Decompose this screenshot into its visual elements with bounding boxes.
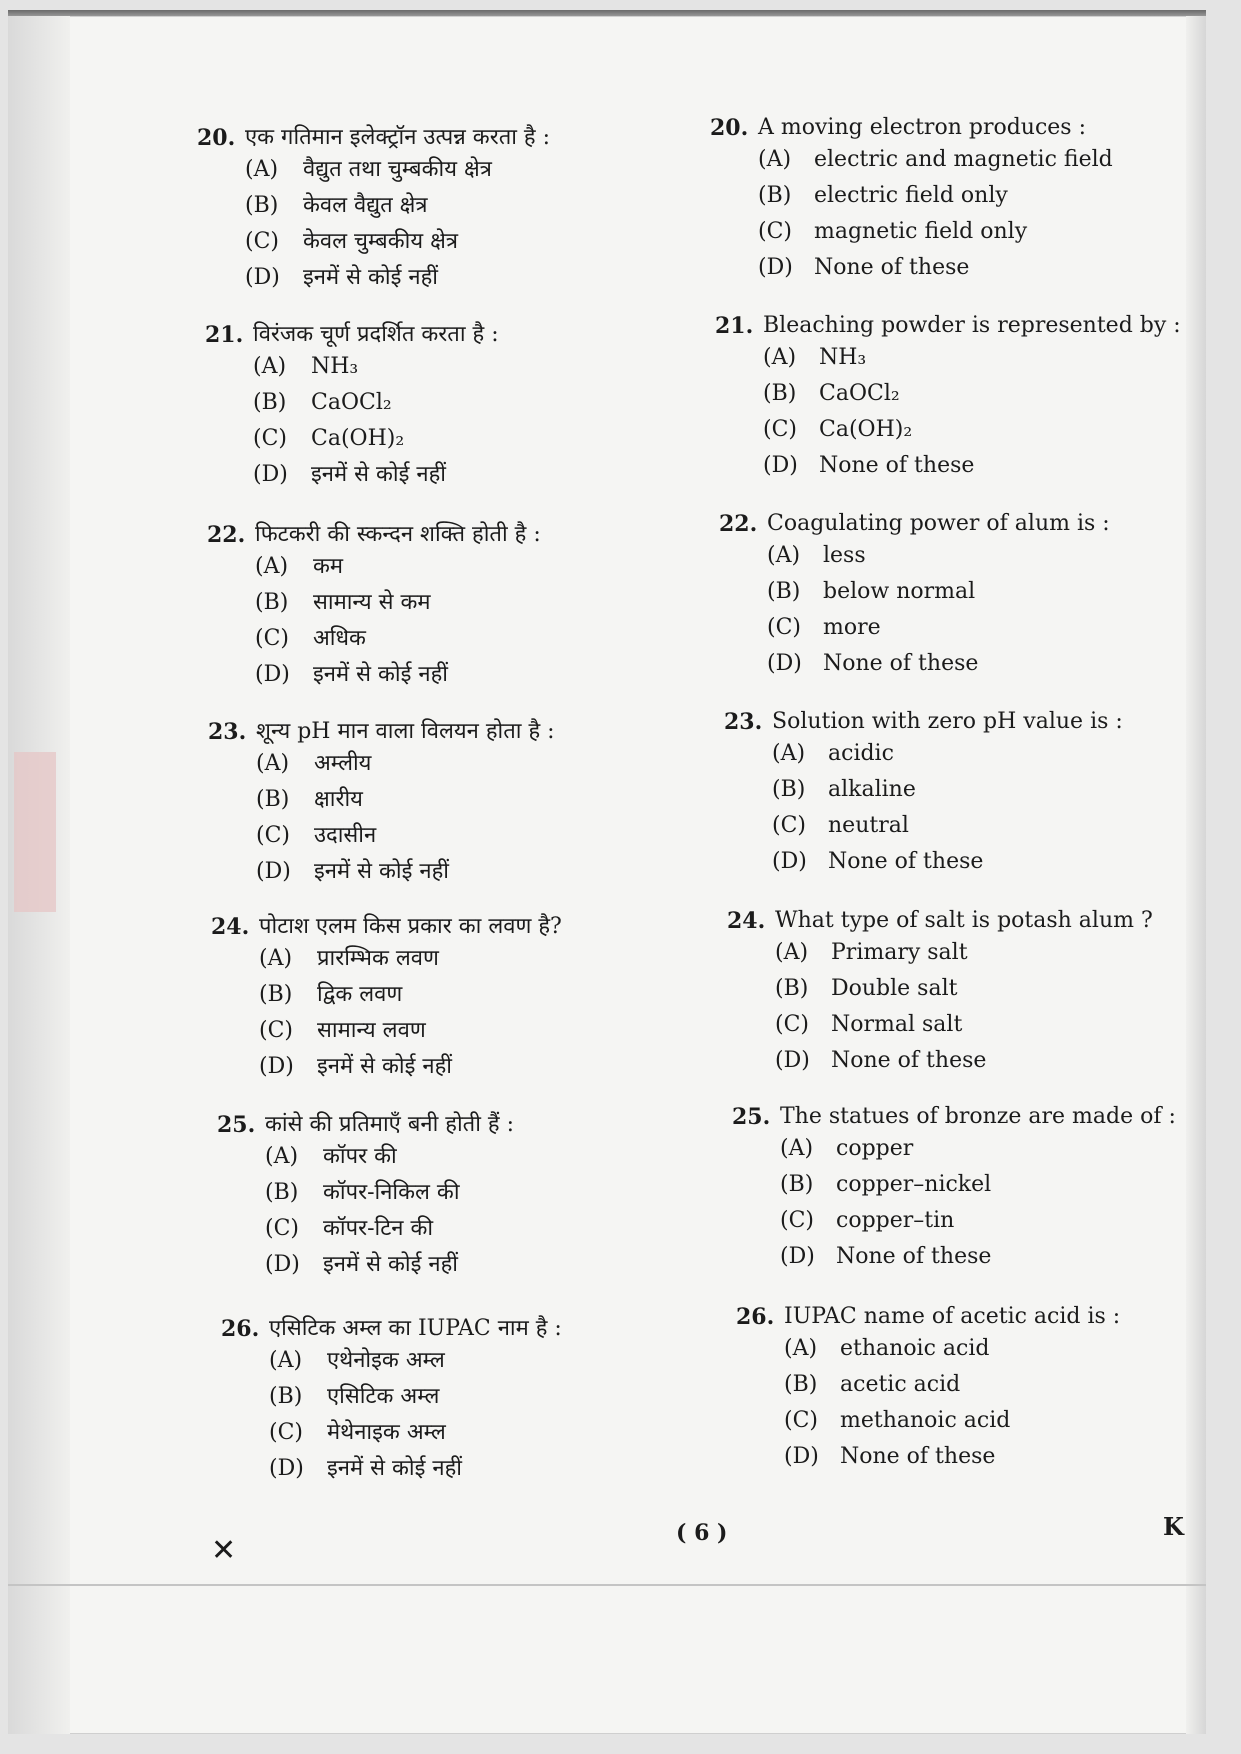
option-label: (B) [259, 982, 293, 1007]
question-text: The statues of bronze are made of : [780, 1104, 1176, 1129]
option-text: Ca(OH)₂ [819, 417, 913, 442]
option-text: एथेनोइक अम्ल [327, 1348, 445, 1373]
option-text: None of these [840, 1444, 996, 1469]
option-text: more [823, 615, 881, 640]
question-text: Coagulating power of alum is : [767, 511, 1110, 536]
option-label: (A) [256, 751, 290, 776]
option-label: (B) [256, 787, 290, 812]
question-text: कांसे की प्रतिमाएँ बनी होती हैं : [265, 1112, 514, 1137]
option-label: (A) [772, 741, 806, 766]
option-text: Primary salt [831, 940, 968, 965]
option-label: (D) [772, 849, 807, 874]
question-number: 23. [208, 719, 247, 745]
question-text: एक गतिमान इलेक्ट्रॉन उत्पन्न करता है : [245, 125, 551, 150]
option-text: CaOCl₂ [819, 381, 900, 406]
option-label: (D) [758, 255, 793, 280]
option-label: (C) [255, 626, 289, 651]
option-label: (B) [253, 390, 287, 415]
option-label: (C) [784, 1408, 818, 1433]
option-text: केवल वैद्युत क्षेत्र [303, 193, 428, 218]
question-text: विरंजक चूर्ण प्रदर्शित करता है : [253, 322, 499, 347]
page-right-edge [1186, 16, 1206, 1734]
option-label: (A) [269, 1348, 303, 1373]
page-bottom-edge [8, 1584, 1206, 1586]
option-label: (D) [780, 1244, 815, 1269]
option-label: (B) [245, 193, 279, 218]
option-label: (D) [763, 453, 798, 478]
option-label: (C) [259, 1018, 293, 1043]
option-text: copper–tin [836, 1208, 955, 1233]
option-label: (C) [256, 823, 290, 848]
option-label: (C) [269, 1420, 303, 1445]
question-number: 20. [197, 125, 236, 151]
option-label: (D) [256, 859, 291, 884]
option-label: (C) [775, 1012, 809, 1037]
option-label: (A) [245, 157, 279, 182]
option-label: (A) [780, 1136, 814, 1161]
question-text: शून्य pH मान वाला विलयन होता है : [256, 719, 555, 744]
question-text: A moving electron produces : [758, 115, 1086, 140]
option-label: (B) [775, 976, 809, 1001]
question-text: Bleaching powder is represented by : [763, 313, 1181, 338]
option-label: (C) [253, 426, 287, 451]
option-label: (B) [255, 590, 289, 615]
question-number: 24. [727, 908, 766, 934]
question-number: 23. [724, 709, 763, 735]
option-text: methanoic acid [840, 1408, 1011, 1433]
option-text: कॉपर-निकिल की [323, 1180, 460, 1205]
option-text: वैद्युत तथा चुम्बकीय क्षेत्र [303, 157, 492, 182]
question-number: 20. [710, 115, 749, 141]
option-label: (C) [772, 813, 806, 838]
question-text: Solution with zero pH value is : [772, 709, 1123, 734]
option-text: इनमें से कोई नहीं [327, 1456, 463, 1481]
option-text: सामान्य से कम [313, 590, 431, 615]
question-number: 24. [211, 914, 250, 940]
option-text: None of these [819, 453, 975, 478]
option-label: (B) [269, 1384, 303, 1409]
option-text: Double salt [831, 976, 958, 1001]
option-text: एसिटिक अम्ल [327, 1384, 440, 1409]
option-label: (B) [780, 1172, 814, 1197]
option-text: Normal salt [831, 1012, 963, 1037]
option-label: (D) [259, 1054, 294, 1079]
option-label: (C) [265, 1216, 299, 1241]
option-text: NH₃ [819, 345, 867, 370]
option-label: (B) [772, 777, 806, 802]
option-text: copper [836, 1136, 914, 1161]
option-label: (A) [784, 1336, 818, 1361]
option-text: इनमें से कोई नहीं [314, 859, 450, 884]
option-label: (A) [758, 147, 792, 172]
option-label: (A) [259, 946, 293, 971]
option-text: below normal [823, 579, 976, 604]
option-label: (D) [775, 1048, 810, 1073]
option-label: (A) [253, 354, 287, 379]
option-text: केवल चुम्बकीय क्षेत्र [303, 229, 458, 254]
option-text: acidic [828, 741, 894, 766]
question-text: एसिटिक अम्ल का IUPAC नाम है : [269, 1316, 562, 1341]
option-text: alkaline [828, 777, 916, 802]
option-text: अधिक [313, 626, 366, 651]
option-label: (B) [758, 183, 792, 208]
option-text: इनमें से कोई नहीं [303, 265, 439, 290]
option-label: (A) [775, 940, 809, 965]
option-text: None of these [828, 849, 984, 874]
option-label: (C) [245, 229, 279, 254]
option-label: (D) [269, 1456, 304, 1481]
option-text: कॉपर-टिन की [323, 1216, 434, 1241]
option-label: (C) [758, 219, 792, 244]
question-number: 25. [217, 1112, 256, 1138]
option-label: (D) [767, 651, 802, 676]
question-text: IUPAC name of acetic acid is : [784, 1304, 1121, 1329]
option-label: (D) [245, 265, 280, 290]
option-text: कॉपर की [323, 1144, 397, 1169]
option-label: (A) [763, 345, 797, 370]
option-label: (C) [767, 615, 801, 640]
option-label: (B) [784, 1372, 818, 1397]
question-text: पोटाश एलम किस प्रकार का लवण है? [259, 914, 562, 939]
option-text: अम्लीय [314, 751, 372, 776]
option-label: (C) [763, 417, 797, 442]
option-text: electric and magnetic field [814, 147, 1113, 172]
option-text: None of these [814, 255, 970, 280]
option-text: copper–nickel [836, 1172, 992, 1197]
option-text: इनमें से कोई नहीं [323, 1252, 459, 1277]
option-text: None of these [823, 651, 979, 676]
option-label: (D) [253, 462, 288, 487]
option-label: (B) [265, 1180, 299, 1205]
option-label: (A) [767, 543, 801, 568]
option-text: Ca(OH)₂ [311, 426, 405, 451]
set-code: K [1163, 1512, 1184, 1541]
option-text: क्षारीय [314, 787, 363, 812]
question-number: 21. [715, 313, 754, 339]
option-text: CaOCl₂ [311, 390, 392, 415]
option-label: (A) [265, 1144, 299, 1169]
option-text: उदासीन [314, 823, 377, 848]
question-number: 22. [207, 522, 246, 548]
option-label: (B) [763, 381, 797, 406]
option-label: (D) [265, 1252, 300, 1277]
option-text: None of these [836, 1244, 992, 1269]
question-number: 21. [205, 322, 244, 348]
option-label: (B) [767, 579, 801, 604]
option-text: less [823, 543, 866, 568]
option-text: मेथेनाइक अम्ल [327, 1420, 446, 1445]
question-number: 26. [221, 1316, 260, 1342]
option-text: electric field only [814, 183, 1008, 208]
option-text: magnetic field only [814, 219, 1028, 244]
option-label: (A) [255, 554, 289, 579]
option-label: (D) [784, 1444, 819, 1469]
option-text: ethanoic acid [840, 1336, 990, 1361]
option-label: (C) [780, 1208, 814, 1233]
option-label: (D) [255, 662, 290, 687]
option-text: NH₃ [311, 354, 359, 379]
option-text: neutral [828, 813, 909, 838]
question-number: 22. [719, 511, 758, 537]
option-text: द्विक लवण [317, 982, 403, 1007]
question-text: फिटकरी की स्कन्दन शक्ति होती है : [255, 522, 541, 547]
option-text: इनमें से कोई नहीं [311, 462, 447, 487]
option-text: acetic acid [840, 1372, 961, 1397]
option-text: प्रारम्भिक लवण [317, 946, 439, 971]
question-number: 25. [732, 1104, 771, 1130]
option-text: इनमें से कोई नहीं [317, 1054, 453, 1079]
page-number: ( 6 ) [676, 1520, 728, 1546]
question-paper-page [8, 16, 1206, 1734]
question-number: 26. [736, 1304, 775, 1330]
option-text: None of these [831, 1048, 987, 1073]
option-text: इनमें से कोई नहीं [313, 662, 449, 687]
margin-color-mark [14, 752, 56, 912]
option-text: कम [313, 554, 344, 579]
cross-mark-icon: ✕ [211, 1533, 237, 1568]
option-text: सामान्य लवण [317, 1018, 426, 1043]
question-text: What type of salt is potash alum ? [775, 908, 1153, 933]
